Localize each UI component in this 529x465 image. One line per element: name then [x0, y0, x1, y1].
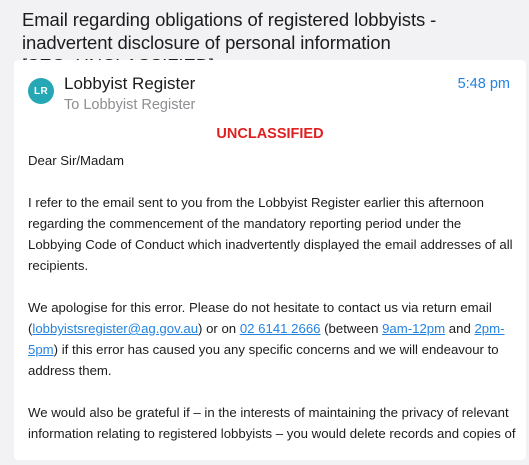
paragraph-1: I refer to the email sent to you from the Lobbyist Register earlier this afternoon regarding the commencement of the mandatory reporting period under the Lobbying Code of Conduct which inadvertently displayed the email addresses of all recipients. [28, 195, 513, 273]
hours-end-link[interactable]: 2pm-5pm [28, 321, 505, 357]
message-time: 5:48 pm [457, 76, 510, 92]
hours-start-link[interactable]: 9am-12pm [382, 321, 446, 336]
paragraph-2-text-5: ) if this error has caused you any specific concerns and we will endeavour to address them. [28, 342, 499, 378]
paragraph-3: We would also be grateful if – in the interests of maintaining the privacy of relevant information relating to registered lobbyists – you would delete records and copies of [28, 405, 516, 441]
paragraph-2 [28, 297, 518, 381]
paragraph-2-text-4: and [445, 321, 475, 336]
paragraph-2-text-3: (between [320, 321, 383, 336]
email-address-link[interactable]: lobbyistsregister@ag.gov.au [32, 321, 199, 336]
email-message-card [14, 60, 526, 460]
recipient-line[interactable]: To Lobbyist Register [64, 97, 196, 113]
sender-name[interactable]: Lobbyist Register [64, 74, 196, 93]
email-subject: Email regarding obligations of registered lobbyists - inadvertent disclosure of personal information [22, 9, 437, 53]
classification-banner: UNCLASSIFIED [216, 126, 324, 142]
paragraph-2-text-2: ) or on [198, 321, 240, 336]
paragraph-2-text-1: We apologise for this error. Please do not hesitate to contact us via return email ( [28, 300, 492, 336]
phone-number-link[interactable]: 02 6141 2666 [239, 321, 321, 336]
email-body [28, 150, 518, 465]
greeting: Dear Sir/Madam [28, 153, 125, 168]
sender-avatar[interactable]: LR [28, 78, 54, 104]
